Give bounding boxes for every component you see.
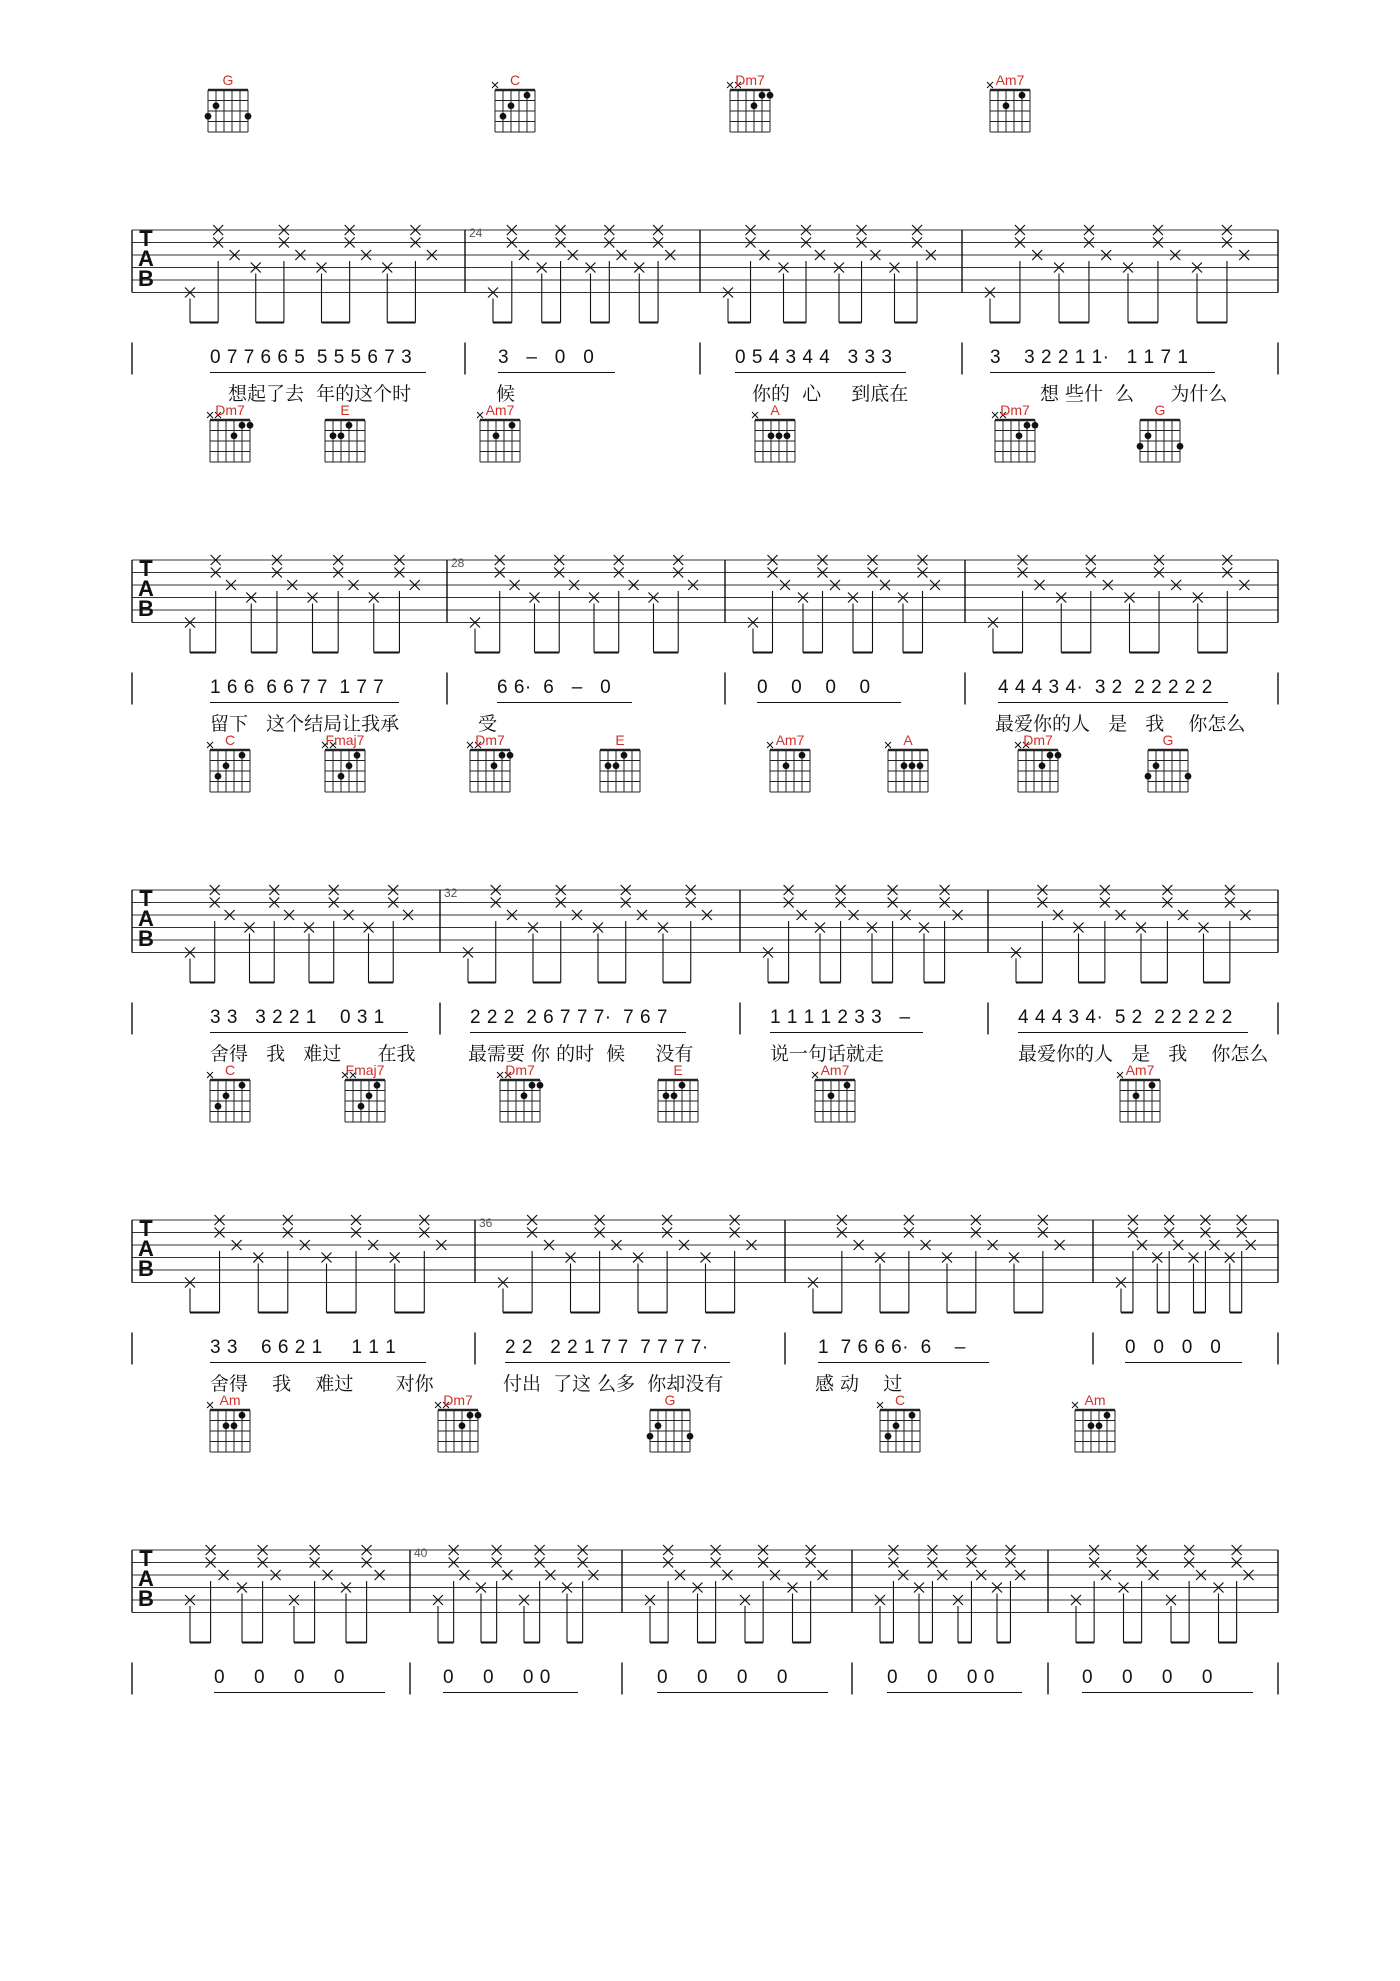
lyric-line: 最爱你的人 是 我 你怎么 <box>995 712 1246 735</box>
finger-dot <box>1104 1412 1111 1419</box>
finger-dot <box>239 422 246 429</box>
chord-name-label: Dm7 <box>475 732 505 748</box>
chord-diagram-dm7 <box>497 1072 543 1122</box>
chord-diagram-c <box>492 82 535 132</box>
jianpu-measure: 3 3 6 6 2 1 1 1 1 <box>210 1336 397 1358</box>
finger-dot <box>767 92 774 99</box>
chord-diagram-g <box>647 1410 694 1452</box>
finger-dot <box>491 762 498 769</box>
tab-notes <box>185 225 1249 323</box>
tab-staff <box>132 1550 1278 1613</box>
svg-text:T: T <box>139 1546 153 1571</box>
svg-text:B: B <box>138 1256 154 1281</box>
chord-diagram-a <box>752 412 795 462</box>
svg-text:B: B <box>138 266 154 291</box>
svg-text:A: A <box>138 576 154 601</box>
tab-clef <box>138 1216 154 1281</box>
chord-diagram-c <box>207 742 250 792</box>
chord-name-label: G <box>664 1392 676 1408</box>
finger-dot <box>893 1422 900 1429</box>
lyric-line: 候 <box>496 382 516 405</box>
finger-dot <box>759 92 766 99</box>
chord-name-label: E <box>340 402 350 418</box>
finger-dot <box>1039 762 1046 769</box>
finger-dot <box>509 422 516 429</box>
finger-dot <box>346 422 353 429</box>
jianpu-measure: 0 0 0 0 <box>1125 1336 1222 1358</box>
lyric-line: 最爱你的人 是 我 你怎么 <box>1018 1042 1269 1065</box>
finger-dot <box>1145 432 1152 439</box>
finger-dot <box>239 1412 246 1419</box>
jianpu-measure: 1 1 1 1 2 3 3 – <box>770 1006 911 1028</box>
finger-dot <box>223 762 230 769</box>
chord-name-label: E <box>673 1062 683 1078</box>
jianpu-measure: 0 0 0 0 <box>1082 1666 1213 1688</box>
jianpu-measure: 4 4 4 3 4· 3 2 2 2 2 2 2 <box>998 676 1213 698</box>
chord-diagram-am <box>1072 1402 1115 1452</box>
svg-text:T: T <box>139 1216 153 1241</box>
finger-dot <box>529 1082 536 1089</box>
chord-name-label: G <box>1154 402 1166 418</box>
finger-dot <box>493 432 500 439</box>
tab-clef <box>138 1546 154 1611</box>
chord-diagram-am7 <box>767 742 810 792</box>
finger-dot <box>521 1092 528 1099</box>
chord-diagram-am7 <box>987 82 1030 132</box>
chord-diagram-dm7 <box>1015 742 1061 792</box>
tab-clef <box>138 886 154 951</box>
finger-dot <box>885 1433 892 1440</box>
lyric-line: 付出 了这 么多 你却没有 <box>503 1372 724 1395</box>
jianpu-measure: 0 5 4 3 4 4 3 3 3 <box>735 346 893 368</box>
tab-notes <box>185 1215 1256 1313</box>
jianpu-measure: 0 0 0 0 <box>214 1666 345 1688</box>
chord-name-label: Dm7 <box>505 1062 535 1078</box>
chord-name-label: G <box>222 72 234 88</box>
chord-name-label: Am <box>219 1392 241 1408</box>
chord-name-label: Dm7 <box>215 402 245 418</box>
finger-dot <box>508 102 515 109</box>
lyric-line: 受 <box>478 712 498 735</box>
svg-text:T: T <box>139 226 153 251</box>
finger-dot <box>917 762 924 769</box>
finger-dot <box>655 1422 662 1429</box>
measure-number: 36 <box>479 1216 493 1230</box>
chord-diagram-g <box>205 90 252 132</box>
lyric-line: 说一句话就走 <box>770 1042 885 1065</box>
lyric-line: 想起了去 年的这个时 <box>228 382 412 405</box>
chord-diagram-am7 <box>477 412 520 462</box>
chord-name-label: Dm7 <box>443 1392 473 1408</box>
jianpu-measure: 0 0 0 0 <box>887 1666 995 1688</box>
finger-dot <box>475 1412 482 1419</box>
finger-dot <box>613 762 620 769</box>
finger-dot <box>205 113 212 120</box>
chord-diagram-e <box>658 1080 698 1122</box>
chord-diagram-dm7 <box>435 1402 481 1452</box>
tab-notes <box>185 885 1251 983</box>
jianpu-measure: 0 0 0 0 <box>657 1666 788 1688</box>
chord-name-label: A <box>903 732 913 748</box>
svg-text:A: A <box>138 1566 154 1591</box>
finger-dot <box>459 1422 466 1429</box>
finger-dot <box>1055 752 1062 759</box>
chord-name-label: C <box>224 732 236 748</box>
lyric-line: 你的 心 到底在 <box>752 382 909 405</box>
svg-text:B: B <box>138 926 154 951</box>
finger-dot <box>215 773 222 780</box>
lyric-line: 舍得 我 难过 在我 <box>210 1042 416 1065</box>
finger-dot <box>223 1422 230 1429</box>
chord-name-label: Fmaj7 <box>345 1062 385 1078</box>
finger-dot <box>1185 773 1192 780</box>
chord-diagram-dm7 <box>727 82 773 132</box>
lyric-line: 最需要 你 的时 候 没有 <box>468 1042 694 1065</box>
chord-name-label: C <box>224 1062 236 1078</box>
tab-clef <box>138 556 154 621</box>
jianpu-measure: 0 7 7 6 6 5 5 5 5 6 7 3 <box>210 346 413 368</box>
lyric-line: 舍得 我 难过 对你 <box>210 1372 434 1395</box>
finger-dot <box>751 102 758 109</box>
svg-text:B: B <box>138 1586 154 1611</box>
finger-dot <box>687 1433 694 1440</box>
finger-dot <box>1016 432 1023 439</box>
chord-name-label: G <box>1162 732 1174 748</box>
finger-dot <box>909 1412 916 1419</box>
jianpu-measure: 1 6 6 6 6 7 7 1 7 7 <box>210 676 385 698</box>
finger-dot <box>247 422 254 429</box>
measure-number: 24 <box>469 226 483 240</box>
chord-diagram-c <box>877 1402 920 1452</box>
chord-name-label: C <box>894 1392 906 1408</box>
svg-text:T: T <box>139 556 153 581</box>
finger-dot <box>338 432 345 439</box>
chord-name-label: Am7 <box>995 72 1025 88</box>
finger-dot <box>783 762 790 769</box>
finger-dot <box>215 1103 222 1110</box>
finger-dot <box>366 1092 373 1099</box>
finger-dot <box>1003 102 1010 109</box>
chord-name-label: Dm7 <box>1023 732 1053 748</box>
finger-dot <box>499 752 506 759</box>
measure-number: 28 <box>451 556 465 570</box>
lyric-line: 感 动 过 <box>815 1372 903 1395</box>
finger-dot <box>605 762 612 769</box>
finger-dot <box>901 762 908 769</box>
jianpu-measure: 3 – 0 0 <box>498 346 595 368</box>
finger-dot <box>1149 1082 1156 1089</box>
finger-dot <box>799 752 806 759</box>
svg-text:A: A <box>138 1236 154 1261</box>
chord-diagram-fmaj7 <box>322 742 365 792</box>
tab-staff <box>132 230 1278 293</box>
chord-name-label: Dm7 <box>735 72 765 88</box>
jianpu-measure: 2 2 2 2 1 7 7 7 7 7 7· <box>505 1336 709 1358</box>
tab-notes <box>185 555 1249 653</box>
finger-dot <box>1032 422 1039 429</box>
chord-diagram-dm7 <box>467 742 513 792</box>
finger-dot <box>1024 422 1031 429</box>
finger-dot <box>671 1092 678 1099</box>
chord-diagram-e <box>600 750 640 792</box>
chord-name-label: A <box>770 402 780 418</box>
chord-name-label: Am7 <box>1125 1062 1155 1078</box>
chord-name-label: C <box>509 72 521 88</box>
tab-notes <box>185 1545 1254 1643</box>
finger-dot <box>1145 773 1152 780</box>
finger-dot <box>784 432 791 439</box>
finger-dot <box>507 752 514 759</box>
chord-name-label: Dm7 <box>1000 402 1030 418</box>
finger-dot <box>524 92 531 99</box>
finger-dot <box>1096 1422 1103 1429</box>
chord-name-label: Am7 <box>775 732 805 748</box>
finger-dot <box>239 1082 246 1089</box>
svg-text:B: B <box>138 596 154 621</box>
jianpu-measure: 1 7 6 6 6· 6 – <box>818 1336 966 1358</box>
finger-dot <box>239 752 246 759</box>
finger-dot <box>374 1082 381 1089</box>
chord-name-label: Am7 <box>820 1062 850 1078</box>
finger-dot <box>1137 443 1144 450</box>
tab-staff <box>132 890 1278 953</box>
finger-dot <box>346 762 353 769</box>
jianpu-measure: 0 0 0 0 <box>757 676 871 698</box>
finger-dot <box>1133 1092 1140 1099</box>
finger-dot <box>330 432 337 439</box>
jianpu-measure: 3 3 2 2 1 1· 1 1 7 1 <box>990 346 1189 368</box>
chord-diagram-dm7 <box>207 412 253 462</box>
finger-dot <box>537 1082 544 1089</box>
measure-number: 32 <box>444 886 458 900</box>
chord-name-label: Fmaj7 <box>325 732 365 748</box>
jianpu-measure: 6 6· 6 – 0 <box>497 676 612 698</box>
chord-diagram-e <box>325 420 365 462</box>
finger-dot <box>354 752 361 759</box>
chord-name-label: Am <box>1084 1392 1106 1408</box>
svg-text:A: A <box>138 246 154 271</box>
tab-clef <box>138 226 154 291</box>
finger-dot <box>231 432 238 439</box>
finger-dot <box>245 113 252 120</box>
finger-dot <box>500 113 507 120</box>
chord-diagram-c <box>207 1072 250 1122</box>
chord-name-label: Am7 <box>485 402 515 418</box>
svg-text:A: A <box>138 906 154 931</box>
svg-text:T: T <box>139 886 153 911</box>
measure-number: 40 <box>414 1546 428 1560</box>
chord-diagram-fmaj7 <box>342 1072 385 1122</box>
tab-staff <box>132 560 1278 623</box>
chord-name-label: E <box>615 732 625 748</box>
chord-diagram-am7 <box>812 1072 855 1122</box>
chord-diagram-g <box>1145 750 1192 792</box>
chord-diagram-g <box>1137 420 1184 462</box>
finger-dot <box>213 102 220 109</box>
lyric-line: 想 些什 么 为什么 <box>1040 382 1228 405</box>
finger-dot <box>768 432 775 439</box>
finger-dot <box>223 1092 230 1099</box>
jianpu-measure: 3 3 3 2 2 1 0 3 1 <box>210 1006 385 1028</box>
finger-dot <box>647 1433 654 1440</box>
finger-dot <box>621 752 628 759</box>
finger-dot <box>358 1103 365 1110</box>
finger-dot <box>1153 762 1160 769</box>
jianpu-measure: 0 0 0 0 <box>443 1666 551 1688</box>
finger-dot <box>679 1082 686 1089</box>
jianpu-measure: 2 2 2 2 6 7 7 7· 7 6 7 <box>470 1006 668 1028</box>
finger-dot <box>909 762 916 769</box>
finger-dot <box>1047 752 1054 759</box>
finger-dot <box>231 1422 238 1429</box>
chord-diagram-a <box>885 742 928 792</box>
finger-dot <box>1177 443 1184 450</box>
finger-dot <box>1088 1422 1095 1429</box>
finger-dot <box>776 432 783 439</box>
finger-dot <box>467 1412 474 1419</box>
chord-diagram-am7 <box>1117 1072 1160 1122</box>
finger-dot <box>663 1092 670 1099</box>
chord-diagram-am <box>207 1402 250 1452</box>
lyric-line: 留下 这个结局让我承 <box>210 712 400 735</box>
finger-dot <box>1019 92 1026 99</box>
finger-dot <box>828 1092 835 1099</box>
finger-dot <box>844 1082 851 1089</box>
jianpu-measure: 4 4 4 3 4· 5 2 2 2 2 2 2 <box>1018 1006 1233 1028</box>
chord-diagram-dm7 <box>992 412 1038 462</box>
finger-dot <box>338 773 345 780</box>
